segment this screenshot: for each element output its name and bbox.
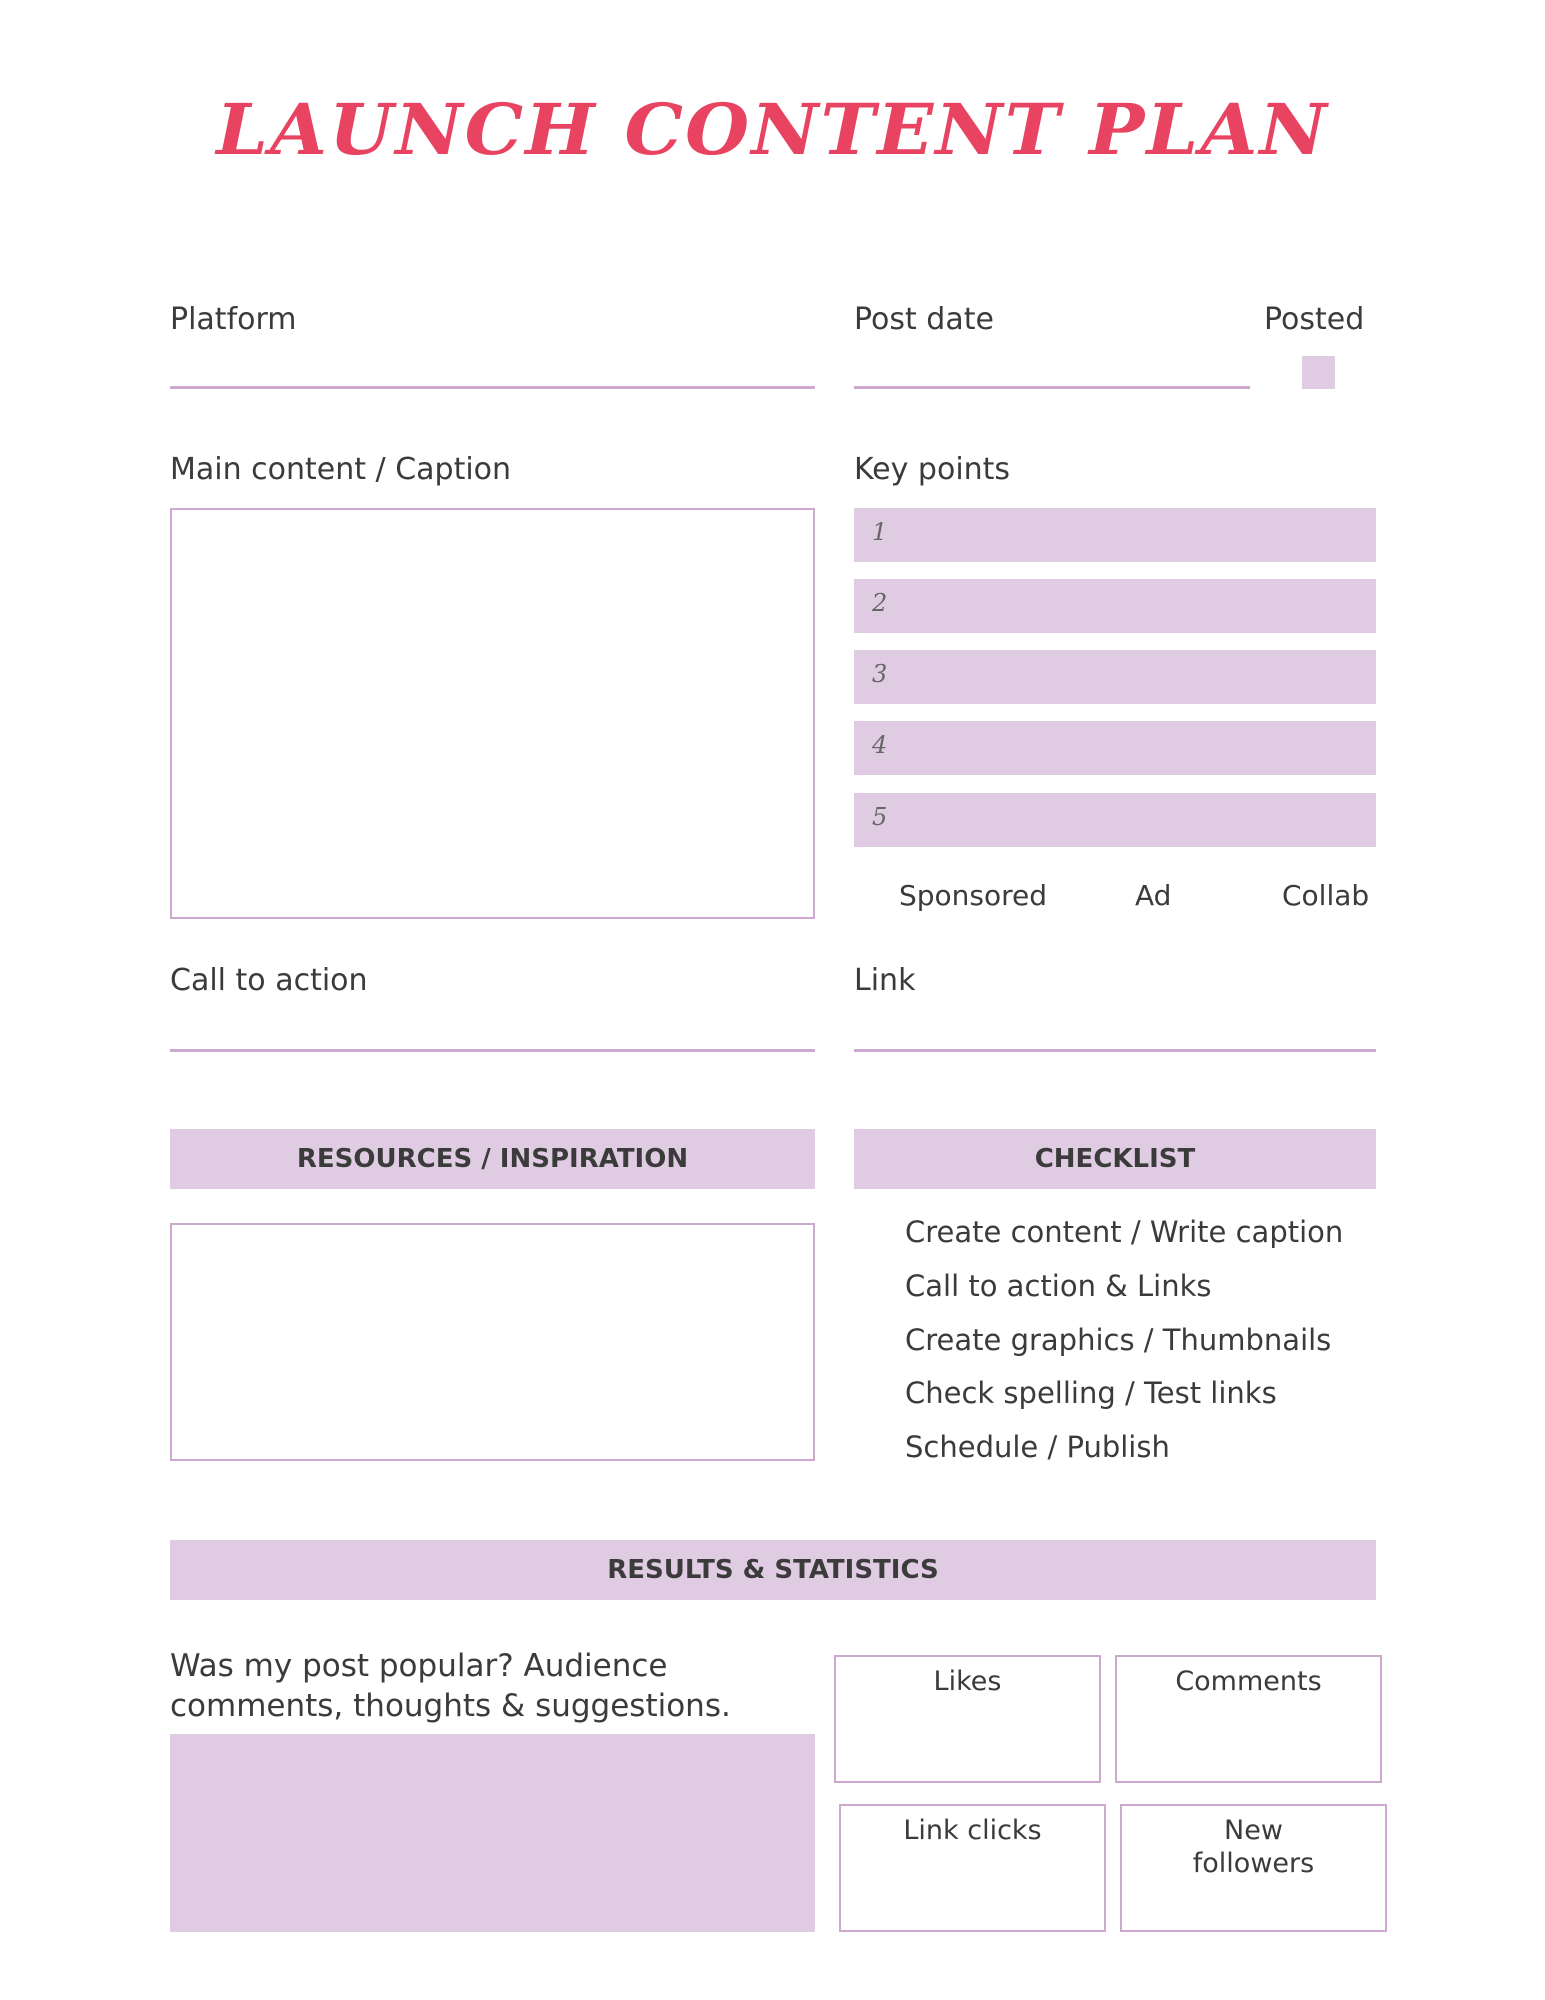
checklist-item[interactable]: Create graphics / Thumbnails <box>905 1323 1332 1357</box>
key-point-number: 5 <box>872 803 888 831</box>
key-point-field[interactable] <box>854 508 1376 562</box>
posted-checkbox[interactable] <box>1302 356 1335 389</box>
likes-box[interactable] <box>834 1655 1101 1783</box>
key-point-number: 4 <box>872 731 888 759</box>
post-type-collab[interactable]: Collab <box>1282 879 1370 912</box>
link-label: Link <box>854 963 916 998</box>
key-point-number: 2 <box>872 589 888 617</box>
key-point-field[interactable] <box>854 579 1376 633</box>
comments-box[interactable] <box>1115 1655 1382 1783</box>
new-followers-label: followers <box>1192 1848 1315 1879</box>
new-followers-box[interactable] <box>1120 1804 1387 1932</box>
posted-label: Posted <box>1264 302 1365 337</box>
results-question: comments, thoughts & suggestions. <box>170 1688 731 1724</box>
call-to-action-field[interactable] <box>170 1049 815 1052</box>
checklist-item[interactable]: Schedule / Publish <box>905 1430 1170 1464</box>
new-followers-label: New <box>1224 1815 1283 1846</box>
key-point-number: 1 <box>872 518 888 546</box>
checklist-item[interactable]: Create content / Write caption <box>905 1215 1344 1249</box>
key-point-field[interactable] <box>854 793 1376 847</box>
checklist-item[interactable]: Check spelling / Test links <box>905 1376 1277 1410</box>
main-content-label: Main content / Caption <box>170 452 512 487</box>
checklist-header: CHECKLIST <box>854 1129 1376 1189</box>
key-point-field[interactable] <box>854 650 1376 704</box>
comments-label: Comments <box>1175 1666 1322 1697</box>
resources-header: RESOURCES / INSPIRATION <box>170 1129 815 1189</box>
link-field[interactable] <box>854 1049 1376 1052</box>
post-date-label: Post date <box>854 302 994 337</box>
likes-label: Likes <box>933 1666 1002 1697</box>
link-clicks-box[interactable] <box>839 1804 1106 1932</box>
key-point-field[interactable] <box>854 721 1376 775</box>
key-point-number: 3 <box>872 660 888 688</box>
platform-field[interactable] <box>170 386 815 389</box>
main-content-textarea[interactable] <box>170 508 815 919</box>
call-to-action-label: Call to action <box>170 963 368 998</box>
post-type-ad[interactable]: Ad <box>1135 879 1172 912</box>
platform-label: Platform <box>170 302 297 337</box>
results-question: Was my post popular? Audience <box>170 1648 668 1684</box>
checklist-item[interactable]: Call to action & Links <box>905 1269 1212 1303</box>
feedback-textarea[interactable] <box>170 1734 815 1932</box>
page-title: LAUNCH CONTENT PLAN <box>216 88 1329 171</box>
results-header: RESULTS & STATISTICS <box>170 1540 1376 1600</box>
resources-textarea[interactable] <box>170 1223 815 1461</box>
link-clicks-label: Link clicks <box>903 1815 1042 1846</box>
key-points-label: Key points <box>854 452 1011 487</box>
post-date-field[interactable] <box>854 386 1250 389</box>
post-type-sponsored[interactable]: Sponsored <box>899 879 1048 912</box>
